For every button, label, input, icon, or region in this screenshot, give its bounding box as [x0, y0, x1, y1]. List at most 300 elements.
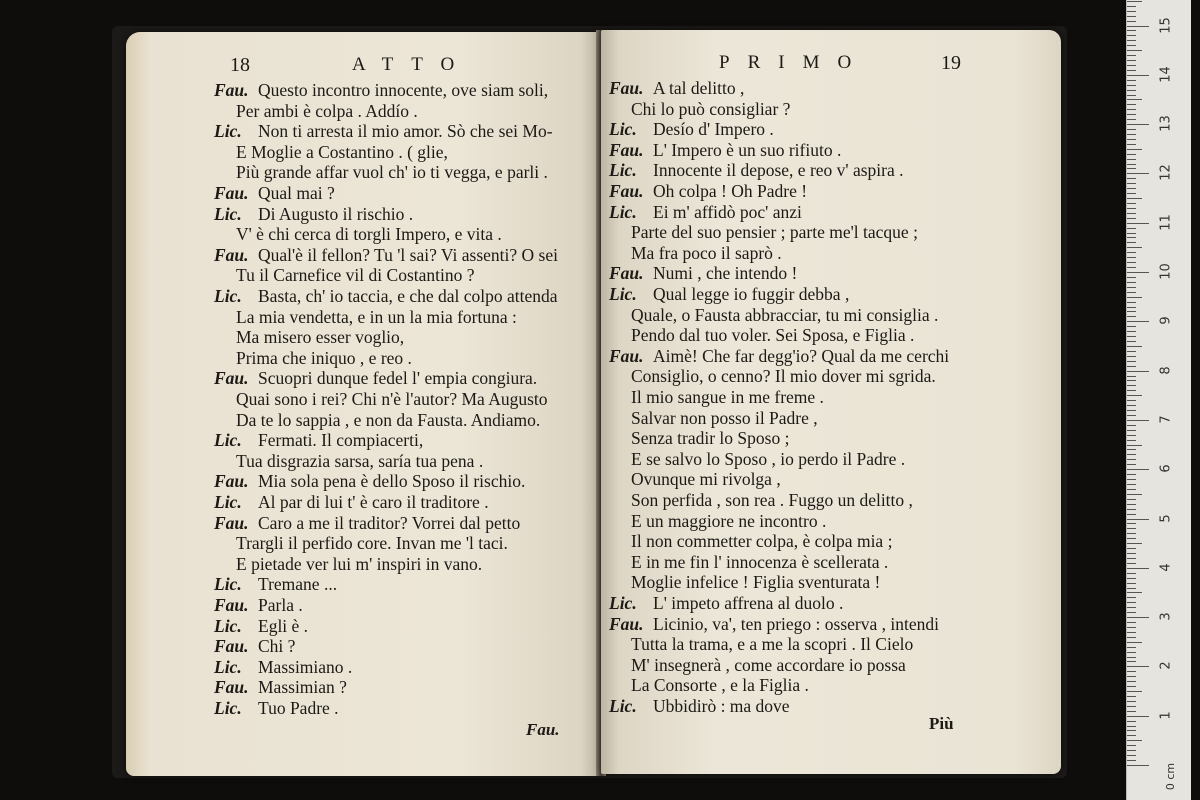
catchword: Fau.: [526, 720, 560, 739]
text-line: [214, 677, 347, 697]
speaker-label: Fau.: [609, 181, 644, 201]
ruler-tick: [1127, 233, 1136, 234]
verse-text: Scuopri dunque fedel l' empia congiura.: [258, 368, 538, 389]
ruler-tick: [1127, 109, 1136, 110]
ruler-tick: [1127, 85, 1136, 86]
ruler-tick: [1127, 16, 1136, 17]
text-line: [609, 305, 938, 325]
text-line: [609, 346, 949, 366]
left-page: [126, 32, 600, 776]
ruler-tick: [1127, 701, 1136, 702]
verse-text: Ei m' affidò poc' anzi: [653, 201, 802, 222]
speaker-label: Fau.: [609, 139, 644, 160]
ruler-tick: [1127, 26, 1149, 27]
verse-text: Parla .: [258, 595, 303, 615]
verse-text: V' è chi cerca di torgli Impero, e vita .: [236, 224, 502, 245]
text-line: [214, 162, 548, 182]
text-line: [214, 80, 548, 100]
ruler-tick: [1127, 440, 1136, 441]
ruler-tick: [1127, 553, 1136, 554]
ruler-tick: [1127, 287, 1136, 288]
ruler-tick: [1127, 188, 1136, 189]
ruler-tick: [1127, 435, 1136, 436]
text-line: [214, 492, 489, 512]
verse-text: Quale, o Fausta abbracciar, tu mi consiglia .: [631, 304, 939, 325]
ruler-tick: [1127, 90, 1136, 91]
ruler-tick: [1127, 341, 1136, 342]
ruler-tick: [1127, 484, 1136, 485]
text-line: [609, 160, 904, 180]
ruler-tick: [1127, 730, 1136, 731]
text-line: [214, 554, 482, 574]
page-number: 18: [230, 54, 250, 76]
verse-text: Tremane ...: [258, 574, 338, 595]
verse-text: E in me fin l' innocenza è scellerata .: [631, 551, 889, 572]
ruler-tick: [1127, 50, 1142, 51]
ruler-tick: [1127, 247, 1142, 248]
verse-text: Egli è .: [258, 615, 309, 636]
ruler-tick: [1127, 721, 1136, 722]
ruler-number: 14: [1158, 66, 1174, 83]
speaker-label: Lic.: [214, 121, 242, 142]
ruler-tick: [1127, 292, 1136, 293]
ruler-tick: [1127, 726, 1136, 727]
verse-text: Ma misero esser voglio,: [236, 327, 405, 348]
ruler-number: 12: [1158, 164, 1174, 182]
ruler-tick: [1127, 228, 1136, 229]
ruler-tick: [1127, 351, 1136, 352]
ruler-tick: [1127, 336, 1136, 337]
ruler-tick: [1127, 390, 1136, 391]
verse-text: Desío d' Impero .: [653, 119, 774, 140]
text-line: [609, 263, 797, 283]
speaker-label: Lic.: [609, 201, 637, 222]
verse-text: Per ambi è colpa . Addío .: [236, 100, 418, 121]
ruler-tick: [1127, 242, 1136, 243]
text-line: [609, 408, 818, 428]
speaker-label: Fau.: [214, 244, 249, 265]
ruler-tick: [1127, 592, 1142, 593]
speaker-label: Lic.: [214, 430, 242, 451]
speaker-label: Lic.: [214, 698, 242, 718]
ruler-number: 3: [1158, 612, 1174, 621]
ruler-tick: [1127, 568, 1149, 569]
verse-text: A tal delitto ,: [653, 78, 745, 98]
ruler-tick: [1127, 183, 1136, 184]
verse-text: Chi lo può consigliar ?: [631, 98, 791, 119]
text-line: [609, 634, 913, 654]
text-line: [609, 181, 807, 201]
text-line: [214, 471, 525, 491]
verse-text: Tua disgrazia sarsa, saría tua pena .: [236, 450, 484, 471]
ruler-tick: [1127, 691, 1142, 692]
ruler-tick: [1127, 750, 1136, 751]
ruler-tick: [1127, 114, 1136, 115]
text-line: [214, 327, 404, 347]
ruler-tick: [1127, 696, 1136, 697]
ruler-tick: [1127, 326, 1136, 327]
verse-text: Numi , che intendo !: [653, 263, 798, 284]
ruler-tick: [1127, 267, 1136, 268]
speaker-label: Fau.: [214, 636, 249, 657]
text-line: [214, 121, 553, 141]
ruler-tick: [1127, 602, 1136, 603]
verse-text: Questo incontro innocente, ove siam soli,: [258, 80, 549, 100]
ruler-tick: [1127, 262, 1136, 263]
speaker-label: Lic.: [214, 492, 242, 512]
ruler-tick: [1127, 528, 1136, 529]
ruler-tick: [1127, 208, 1136, 209]
text-line: [609, 428, 789, 448]
verse-text: Tu il Carnefice vil di Costantino ?: [236, 265, 475, 286]
ruler-tick: [1127, 129, 1136, 130]
ruler-tick: [1127, 504, 1136, 505]
speaker-label: Fau.: [609, 613, 644, 634]
text-line: [609, 552, 888, 572]
ruler-number: 4: [1158, 563, 1174, 572]
ruler-tick: [1127, 563, 1136, 564]
ruler-tick: [1127, 519, 1149, 520]
ruler-number: 6: [1158, 464, 1174, 473]
ruler-tick: [1127, 454, 1136, 455]
ruler-tick: [1127, 60, 1136, 61]
verse-text: Salvar non posso il Padre ,: [631, 407, 818, 428]
ruler-tick: [1127, 765, 1149, 766]
ruler-tick: [1127, 395, 1142, 396]
text-line: [609, 531, 892, 551]
speaker-label: Fau.: [214, 512, 249, 533]
text-line: [214, 616, 308, 636]
verse-text: Qual mai ?: [258, 183, 335, 203]
ruler-tick: [1127, 159, 1136, 160]
ruler-tick: [1127, 65, 1136, 66]
ruler-tick: [1127, 706, 1136, 707]
right-page: [601, 30, 1061, 774]
text-line: [214, 636, 295, 656]
ruler-tick: [1127, 119, 1136, 120]
ruler-tick: [1127, 760, 1136, 761]
ruler-tick: [1127, 681, 1136, 682]
ruler-tick: [1127, 755, 1136, 756]
ruler-tick: [1127, 144, 1136, 145]
ruler-tick: [1127, 237, 1136, 238]
ruler-tick: [1127, 533, 1136, 534]
speaker-label: Lic.: [214, 574, 242, 595]
ruler-number: 7: [1158, 415, 1174, 424]
verse-text: Trargli il perfido core. Invan me 'l taci.: [236, 533, 508, 554]
ruler-tick: [1127, 6, 1136, 7]
ruler-tick: [1127, 410, 1136, 411]
right-page-header: [601, 52, 1061, 78]
ruler-number: 8: [1158, 365, 1174, 375]
ruler-tick: [1127, 331, 1136, 332]
ruler-tick: [1127, 716, 1149, 717]
left-page-header: [126, 54, 600, 80]
ruler-tick: [1127, 223, 1149, 224]
ruler-tick: [1127, 652, 1136, 653]
speaker-label: Lic.: [609, 593, 637, 613]
ruler-tick: [1127, 371, 1149, 372]
ruler-tick: [1127, 464, 1136, 465]
ruler-tick: [1127, 430, 1136, 431]
speaker-label: Fau.: [214, 183, 249, 203]
verse-text: Oh colpa ! Oh Padre !: [653, 181, 808, 201]
verse-text: Licinio, va', ten priego : osserva , intendi: [653, 613, 939, 634]
text-line: [214, 451, 483, 471]
verse-text: Moglie infelice ! Figlia sventurata !: [631, 572, 881, 593]
verse-text: Son perfida , son rea . Fuggo un delitto ,: [631, 490, 913, 510]
text-line: [609, 99, 790, 119]
verse-text: Al par di lui t' è caro il traditore .: [258, 492, 489, 512]
ruler-tick: [1127, 45, 1136, 46]
ruler-number: 9: [1158, 316, 1174, 325]
ruler-tick: [1127, 380, 1136, 381]
speaker-label: Fau.: [609, 263, 644, 284]
ruler-tick: [1127, 356, 1136, 357]
verse-text: Qual'è il fellon? Tu 'l sai? Vi assenti? O sei: [258, 244, 558, 265]
speaker-label: Lic.: [214, 286, 242, 306]
ruler-tick: [1127, 745, 1136, 746]
ruler-tick: [1127, 469, 1149, 470]
text-line: [214, 513, 520, 533]
verse-text: Caro a me il traditor? Vorrei dal petto: [258, 512, 521, 533]
text-line: [214, 286, 558, 306]
ruler-tick: [1127, 637, 1136, 638]
ruler-tick: [1127, 642, 1142, 643]
verse-text: L' Impero è un suo rifiuto .: [653, 139, 842, 160]
ruler-tick: [1127, 617, 1149, 618]
ruler-tick: [1127, 499, 1136, 500]
ruler-tick: [1127, 400, 1136, 401]
speaker-label: Fau.: [214, 677, 249, 698]
ruler-tick: [1127, 1, 1142, 2]
verse-text: La Consorte , e la Figlia .: [631, 675, 809, 696]
ruler-tick: [1127, 99, 1142, 100]
text-line: [609, 490, 913, 510]
ruler-tick: [1127, 711, 1136, 712]
ruler-tick: [1127, 30, 1136, 31]
text-line: [609, 140, 841, 160]
text-line: [609, 449, 905, 469]
ruler-tick: [1127, 661, 1136, 662]
ruler-tick: [1127, 543, 1142, 544]
text-line: [609, 325, 914, 345]
ruler-tick: [1127, 366, 1136, 367]
speaker-label: Fau.: [609, 78, 644, 98]
text-line: [214, 698, 339, 718]
verse-text: Senza tradir lo Sposo ;: [631, 428, 790, 449]
ruler-tick: [1127, 21, 1136, 22]
text-line: [214, 224, 502, 244]
ruler-tick: [1127, 70, 1136, 71]
text-line: [214, 142, 448, 162]
speaker-label: Fau.: [214, 80, 249, 100]
ruler-tick: [1127, 252, 1136, 253]
verse-text: Parte del suo pensier ; parte me'l tacque ;: [631, 222, 918, 243]
ruler-tick: [1127, 686, 1136, 687]
ruler-tick: [1127, 657, 1136, 658]
ruler-tick: [1127, 376, 1136, 377]
catchword: Più: [929, 714, 954, 733]
ruler-tick: [1127, 193, 1136, 194]
ruler-number: 10: [1158, 263, 1174, 280]
text-line: [609, 593, 843, 613]
ruler-tick: [1127, 307, 1136, 308]
ruler-tick: [1127, 203, 1136, 204]
speaker-label: Fau.: [214, 368, 249, 389]
ruler-tick: [1127, 632, 1136, 633]
ruler-tick: [1127, 612, 1136, 613]
ruler-tick: [1127, 627, 1136, 628]
speaker-label: Lic.: [609, 119, 637, 140]
ruler-tick: [1127, 385, 1136, 386]
ruler-tick: [1127, 80, 1136, 81]
ruler-tick: [1127, 474, 1136, 475]
ruler-number: 5: [1158, 513, 1174, 523]
ruler-tick: [1127, 154, 1136, 155]
verse-text: Più grande affar vuol ch' io ti vegga, e parli .: [236, 162, 548, 183]
ruler-tick: [1127, 149, 1142, 150]
ruler-tick: [1127, 597, 1136, 598]
text-line: [214, 574, 337, 594]
speaker-label: Lic.: [214, 203, 242, 224]
ruler-tick: [1127, 449, 1136, 450]
ruler-tick: [1127, 277, 1136, 278]
verse-text: Pendo dal tuo voler. Sei Sposa, e Figlia .: [631, 325, 915, 346]
speaker-label: Fau.: [609, 345, 644, 366]
verse-text: Ma fra poco il saprò .: [631, 242, 782, 263]
speaker-label: Fau.: [214, 471, 249, 492]
speaker-label: Lic.: [609, 284, 637, 304]
ruler-tick: [1127, 164, 1136, 165]
ruler-tick: [1127, 134, 1136, 135]
ruler-tick: [1127, 11, 1136, 12]
verse-text: Chi ?: [258, 636, 296, 657]
verse-text: Da te lo sappia , e non da Fausta. Andiamo.: [236, 409, 541, 430]
ruler-tick: [1127, 671, 1136, 672]
verse-text: Massimian ?: [258, 677, 347, 698]
speaker-label: Lic.: [214, 656, 242, 677]
ruler-tick: [1127, 548, 1136, 549]
ruler-tick: [1127, 55, 1136, 56]
ruler-tick: [1127, 316, 1136, 317]
text-line: [214, 368, 537, 388]
text-line: [609, 614, 939, 634]
ruler-tick: [1127, 168, 1136, 169]
ruler-number: 2: [1158, 661, 1174, 671]
verse-text: Qual legge io fuggir debba ,: [653, 284, 850, 304]
ruler-tick: [1127, 302, 1136, 303]
text-line: [609, 119, 774, 139]
ruler-tick: [1127, 676, 1136, 677]
ruler-tick: [1127, 124, 1149, 125]
text-line: [214, 410, 540, 430]
ruler-tick: [1127, 607, 1136, 608]
ruler-tick: [1127, 415, 1136, 416]
text-line: [609, 284, 849, 304]
ruler-tick: [1127, 425, 1136, 426]
text-line: [609, 572, 880, 592]
text-line: [214, 307, 517, 327]
text-line: [609, 78, 744, 98]
page-number: 19: [941, 52, 961, 74]
verse-text: E pietade ver lui m' inspiri in vano.: [236, 553, 483, 574]
ruler-number: 15: [1158, 16, 1174, 34]
ruler-tick: [1127, 218, 1136, 219]
verse-text: Tutta la trama, e a me la scopri . Il Cielo: [631, 634, 914, 655]
verse-text: Il mio sangue in me freme .: [631, 387, 824, 407]
text-line: [609, 202, 802, 222]
text-line: [609, 675, 809, 695]
text-line: [609, 387, 824, 407]
text-line: [214, 183, 335, 203]
verse-text: M' insegnerà , come accordare io possa: [631, 654, 906, 675]
text-line: [214, 204, 413, 224]
ruler-tick: [1127, 405, 1136, 406]
ruler-number: 1: [1158, 711, 1174, 720]
ruler-tick: [1127, 139, 1136, 140]
ruler-tick: [1127, 735, 1136, 736]
ruler-tick: [1127, 35, 1136, 36]
ruler-tick: [1127, 489, 1136, 490]
ruler-tick: [1127, 514, 1136, 515]
verse-text: Prima che iniquo , e reo .: [236, 347, 412, 368]
verse-text: Di Augusto il rischio .: [258, 203, 414, 224]
ruler-tick: [1127, 588, 1136, 589]
verse-text: Basta, ch' io taccia, e che dal colpo attenda: [258, 286, 558, 306]
running-head: ATTO: [352, 54, 473, 75]
speaker-label: Lic.: [214, 615, 242, 636]
verse-text: L' impeto affrena al duolo .: [653, 593, 844, 613]
ruler-unit-label: 0 cm: [1164, 762, 1178, 791]
ruler-tick: [1127, 257, 1136, 258]
text-line: [214, 389, 548, 409]
ruler-tick: [1127, 740, 1142, 741]
verse-text: Ubbidirò : ma dove: [653, 696, 790, 716]
ruler-tick: [1127, 198, 1142, 199]
verse-text: Aimè! Che far degg'io? Qual da me cerchi: [653, 345, 950, 366]
speaker-label: Lic.: [609, 696, 637, 716]
ruler-tick: [1127, 95, 1136, 96]
ruler-number: 11: [1158, 213, 1174, 231]
ruler-tick: [1127, 445, 1142, 446]
text-line: [609, 243, 782, 263]
text-line: [214, 430, 423, 450]
ruler-tick: [1127, 578, 1136, 579]
ruler-tick: [1127, 272, 1149, 273]
text-line: [214, 348, 412, 368]
verse-text: Quai sono i rei? Chi n'è l'autor? Ma Augusto: [236, 389, 548, 409]
verse-text: Fermati. Il compiacerti,: [258, 430, 424, 451]
text-line: [609, 696, 790, 716]
ruler-number: 13: [1158, 115, 1174, 132]
ruler-tick: [1127, 494, 1142, 495]
ruler-tick: [1127, 178, 1136, 179]
ruler-tick: [1127, 361, 1136, 362]
verse-text: Consiglio, o cenno? Il mio dover mi sgrida.: [631, 366, 936, 387]
verse-text: Massimiano .: [258, 656, 353, 677]
ruler-tick: [1127, 321, 1149, 322]
verse-text: E Moglie a Costantino . ( glie,: [236, 141, 448, 162]
ruler-tick: [1127, 509, 1136, 510]
text-line: [214, 265, 475, 285]
verse-text: Mia sola pena è dello Sposo il rischio.: [258, 471, 526, 492]
ruler-tick: [1127, 75, 1149, 76]
text-line: [609, 366, 936, 386]
ruler-tick: [1127, 666, 1149, 667]
text-line: [609, 655, 906, 675]
ruler-tick: [1127, 479, 1136, 480]
